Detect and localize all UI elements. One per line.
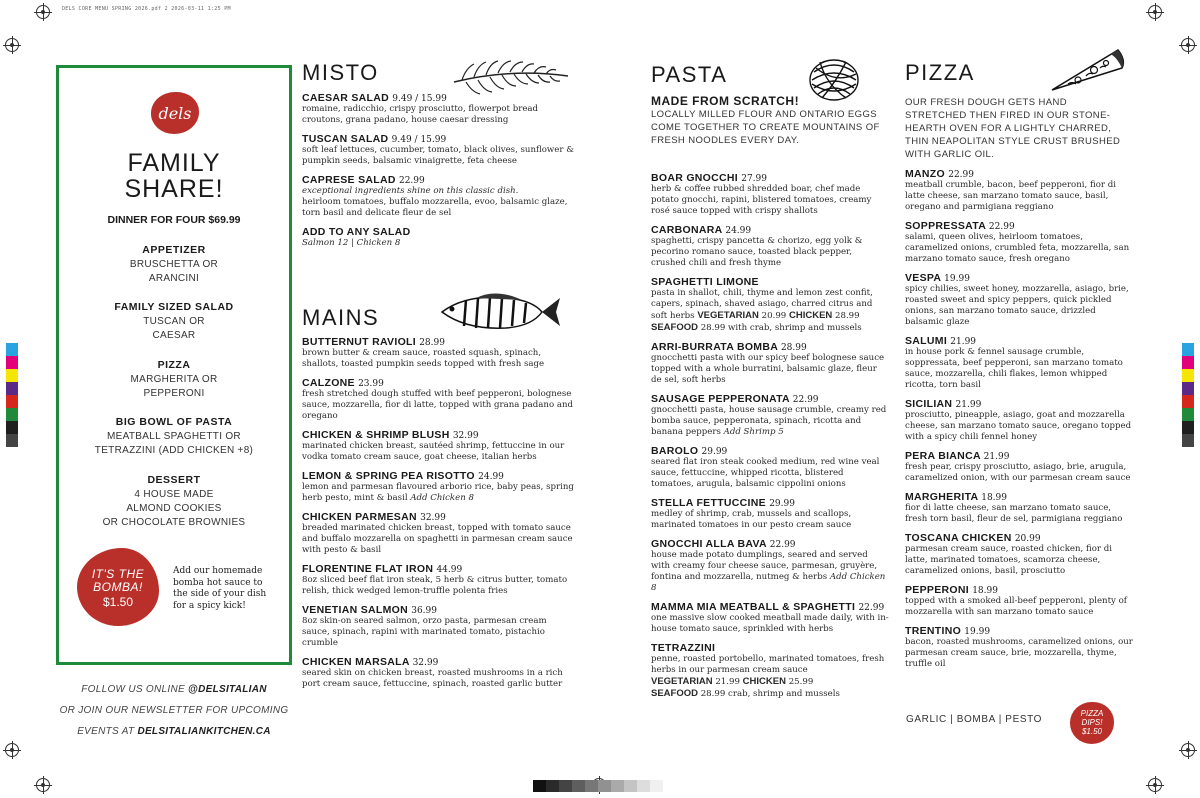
registration-mark [36, 778, 50, 792]
menu-item: TRENTINO 19.99 bacon, roasted mushrooms, caramelized onions, our parmesan cream sauce, brie, mozzarella, thyme, truffle oil [905, 625, 1133, 669]
pizza-dips-badge: PIZZA DIPS! $1.50 [1070, 702, 1114, 744]
misto-title: MISTO [302, 60, 379, 85]
menu-item: FLORENTINE FLAT IRON 44.99 8oz sliced beef flat iron steak, 5 herb & citrus butter, tomato relish, thick wedged lemon-truffle polenta fries [302, 563, 568, 596]
pizza-dips-list: GARLIC | BOMBA | PESTO [906, 714, 1043, 725]
grayscale-strip [533, 780, 663, 792]
menu-item: ARRI-BURRATA BOMBA 28.99 gnocchetti pasta with our spicy beef bolognese sauce topped with a whole burratini, balsamic glaze, fleur de sel, soft herbs [651, 341, 885, 385]
dinner-for-four-price: DINNER FOR FOUR $69.99 [107, 214, 241, 226]
menu-item: BOAR GNOCCHI 27.99 herb & coffee rubbed shredded boar, chef made potato gnocchi, rapini, blistered tomatoes, creamy rosé sauce topped with crispy shallots [651, 172, 872, 216]
menu-item: BAROLO 29.99 seared flat iron steak cooked medium, red wine veal sauce, fettuccine, whipped ricotta, blistered tomatoes, arugula, balsamic cippolini onions [651, 445, 880, 489]
registration-mark [1181, 743, 1195, 757]
menu-item: VENETIAN SALMON 36.99 8oz skin-on seared salmon, orzo pasta, parmesan cream sauce, spinach, rapini with marinated tomato, pistachio crumble [302, 604, 547, 648]
pizza-intro: OUR FRESH DOUGH GETS HAND STRETCHED THEN FIRED IN OUR STONE-HEARTH OVEN FOR A LIGHTLY CHARRED, THIN NEAPOLITAN STYLE CRUST BRUSHED WITH GARLIC OIL. [905, 97, 1121, 160]
menu-item: BUTTERNUT RAVIOLI 28.99 brown butter & cream sauce, roasted squash, spinach, shallots, toasted pumpkin seeds topped with fresh sage [302, 336, 545, 369]
menu-item: ADD TO ANY SALAD Salmon 12 | Chicken 8 [302, 226, 411, 248]
menu-item: CHICKEN & SHRIMP BLUSH 32.99 marinated chicken breast, sautéed shrimp, fettuccine in our vodka tomato cream sauce, goat cheese, italian herbs [302, 429, 565, 462]
menu-item: LEMON & SPRING PEA RISOTTO 24.99 lemon and parmesan flavoured arborio rice, baby peas, spring herb pesto, mint & basil Add Chicken 8 [302, 470, 574, 503]
fish-illustration [436, 290, 562, 334]
color-calibration-bar [1182, 343, 1194, 447]
menu-item: PEPPERONI 18.99 topped with a smoked all-beef pepperoni, plenty of mozzarella with san marzano tomato sauce [905, 584, 1127, 617]
menu-item: TUSCAN SALAD 9.49 / 15.99 soft leaf lettuces, cucumber, tomato, black olives, sunflower & pumpkin seeds, balsamic vinaigrette, feta cheese [302, 133, 574, 166]
bomba-note: Add our homemade bomba hot sauce to the side of your dish for a spicy kick! [173, 566, 267, 611]
follow-line-1: FOLLOW US ONLINE @DELSITALIAN [81, 684, 267, 695]
menu-item: CHICKEN MARSALA 32.99 seared skin on chicken breast, roasted mushrooms in a rich port cream sauce, fettuccine, spinach, roasted garlic butter [302, 656, 563, 689]
course-dessert: DESSERT 4 HOUSE MADE ALMOND COOKIES OR CHOCOLATE BROWNIES [102, 474, 246, 528]
menu-item: VESPA 19.99 spicy chilies, sweet honey, mozzarella, asiago, brie, roasted sweet and spicy peppers, quick pickled onions, san marzano tomato sauce, drizzled balsamic glaze [905, 272, 1129, 327]
registration-mark [5, 38, 19, 52]
registration-mark [1148, 5, 1162, 19]
pizza-list [905, 168, 1133, 677]
bomba-badge: IT'S THE BOMBA! $1.50 [77, 548, 159, 626]
course-pizza: PIZZA MARGHERITA OR PEPPERONI [130, 359, 218, 399]
menu-item: TETRAZZINI penne, roasted portobello, marinated tomatoes, fresh herbs in our parmesan cream sauce VEGETARIAN 21.99 CHICKEN 25.99 SEAFOOD 28.99 crab, shrimp and mussels [651, 642, 885, 699]
menu-item: PERA BIANCA 21.99 fresh pear, crispy prosciutto, asiago, brie, arugula, caramelized onion, with our parmesan cream sauce [905, 450, 1131, 483]
follow-line-3: EVENTS AT DELSITALIANKITCHEN.CA [77, 726, 271, 737]
menu-item: CARBONARA 24.99 spaghetti, crispy pancetta & chorizo, egg yolk & pecorino romano sauce, toasted black pepper, crushed chili and fresh thyme [651, 224, 863, 268]
registration-mark [36, 5, 50, 19]
menu-item: SICILIAN 21.99 prosciutto, pineapple, asiago, goat and mozzarella cheese, san marzano tomato sauce, oregano topped with a spicy chili fennel honey [905, 398, 1132, 442]
course-salad: FAMILY SIZED SALAD TUSCAN OR CAESAR [114, 301, 234, 341]
menu-item: STELLA FETTUCCINE 29.99 medley of shrimp, crab, mussels and scallops, marinated tomatoes in our pesto cream sauce [651, 497, 852, 530]
course-appetizer: APPETIZER BRUSCHETTA OR ARANCINI [129, 244, 219, 284]
menu-item: CALZONE 23.99 fresh stretched dough stuffed with beef pepperoni, bolognese sauce, mozzarella, fior di latte, topped with grana padano and oregano [302, 377, 574, 421]
menu-item: CHICKEN PARMESAN 32.99 breaded marinated chicken breast, topped with tomato sauce and buffalo mozzarella on spaghetti in parmesan cream sauce with pesto & basil [302, 511, 573, 555]
print-header: DELS CORE MENU SPRING 2026.pdf 2 2026-03-11 1:25 PM [62, 6, 231, 12]
misto-list [302, 92, 574, 256]
menu-item: MARGHERITA 18.99 fior di latte cheese, san marzano tomato sauce, fresh torn basil, fleur de sel, parmigiana reggiano [905, 491, 1123, 524]
pizza-slice-illustration [1048, 46, 1126, 96]
menu-item: TOSCANA CHICKEN 20.99 parmesan cream sauce, roasted chicken, fior di latte, marinated tomatoes, scamorza cheese, caramelized onions, basil, prosciutto [905, 532, 1112, 576]
pasta-list [651, 172, 889, 707]
menu-item: CAPRESE SALAD 22.99 exceptional ingredients shine on this classic dish. heirloom tomatoes, buffalo mozzarella, evoo, balsamic glaze, torn basil and delicate fleur de sel [302, 174, 568, 218]
menu-item: SOPPRESSATA 22.99 salami, queen olives, heirloom tomatoes, caramelized onions, crumbled feta, mozzarella, san marzano tomato sauce, fresh oregano [905, 220, 1130, 264]
family-share-box [56, 65, 292, 665]
menu-item: SALUMI 21.99 in house pork & fennel sausage crumble, soppressata, beef pepperoni, san marzano tomato sauce, mozzarella, chili flakes, lemon whipped ricotta, torn basil [905, 335, 1123, 390]
menu-item: MAMMA MIA MEATBALL & SPAGHETTI 22.99 one massive slow cooked meatball made daily, with in-house tomato sauce, sprinkled with herbs [651, 601, 889, 634]
menu-item: SAUSAGE PEPPERONATA 22.99 gnocchetti pasta, house sausage crumble, creamy red bomba sauce, pepperonata, spinach, ricotta and banana peppers Add Shrimp 5 [651, 393, 887, 437]
dels-logo: dels [151, 92, 199, 134]
menu-item: MANZO 22.99 meatball crumble, bacon, beef pepperoni, fior di latte cheese, san marzano tomato sauce, basil, oregano and parmigiana reggiano [905, 168, 1116, 212]
pasta-title: PASTA [651, 62, 728, 87]
family-share-title: FAMILY SHARE! [124, 149, 224, 203]
registration-mark [5, 743, 19, 757]
menu-item: GNOCCHI ALLA BAVA 22.99 house made potato dumplings, seared and served with creamy four cheese sauce, parmesan, gruyère, fontina and mozzarella, nutmeg & herbs Add Chicken 8 [651, 538, 886, 593]
pizza-title: PIZZA [905, 60, 975, 85]
mains-list [302, 336, 574, 697]
registration-mark [1148, 778, 1162, 792]
registration-mark [1181, 38, 1195, 52]
mains-title: MAINS [302, 305, 380, 330]
follow-line-2: OR JOIN OUR NEWSLETTER FOR UPCOMING [59, 705, 289, 716]
menu-item: SPAGHETTI LIMONE pasta in shallot, chili, thyme and lemon zest confit, capers, spinach, shaved asiago, charred citrus and soft herbs VEGETARIAN 20.99 CHICKEN 28.99 SEAFOOD 28.99 with crab, shrimp and mussels [651, 276, 873, 333]
pasta-intro: MADE FROM SCRATCH! LOCALLY MILLED FLOUR AND ONTARIO EGGS COME TOGETHER TO CREATE MOUNTAINS OF FRESH NOODLES EVERY DAY. [651, 94, 880, 146]
course-pasta: BIG BOWL OF PASTA MEATBALL SPAGHETTI OR TETRAZZINI (ADD CHICKEN +8) [94, 416, 254, 456]
color-calibration-bar [6, 343, 18, 447]
menu-item: CAESAR SALAD 9.49 / 15.99 romaine, radicchio, crispy prosciutto, flowerpot bread croutons, grana padano, house caesar dressing [302, 92, 539, 125]
